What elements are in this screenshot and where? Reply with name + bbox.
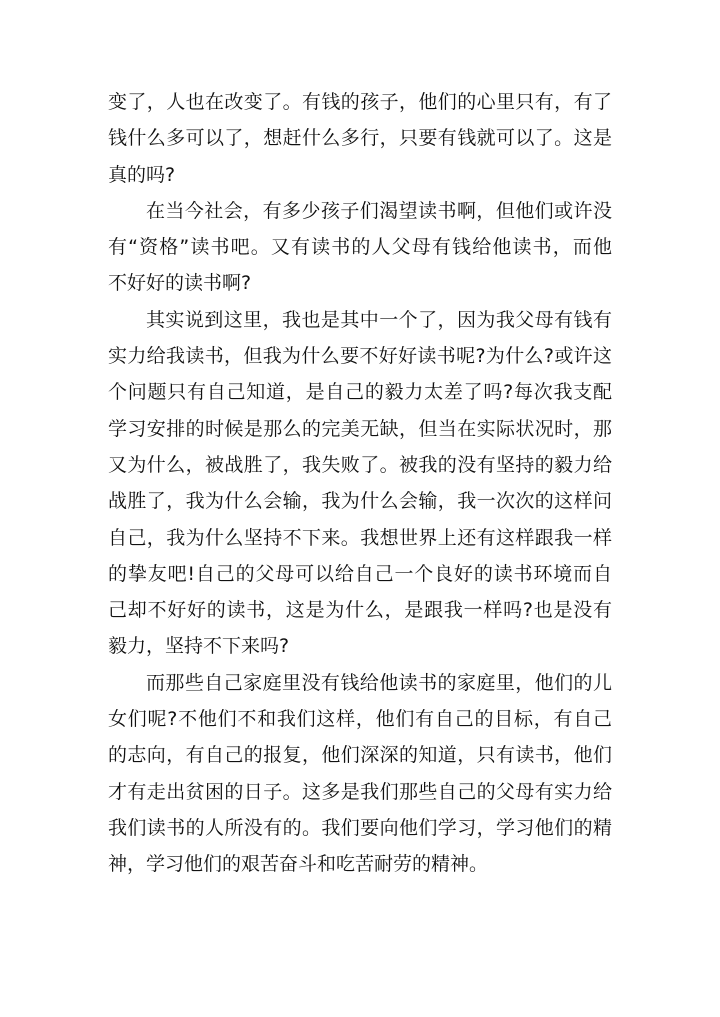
body-text (108, 84, 612, 883)
text-line: 的志向，有自己的报复，他们深深的知道，只有读书，他们 (108, 744, 612, 767)
text-line: 在当今社会，有多少孩子们渴望读书啊，但他们或许没 (146, 199, 612, 222)
text-line: 神，学习他们的艰苦奋斗和吃苦耐劳的精神。 (108, 853, 489, 876)
text-line: 女们呢?不他们不和我们这样，他们有自己的目标，有自己 (108, 708, 612, 731)
text-line: 战胜了，我为什么会输，我为什么会输，我一次次的这样问 (108, 490, 612, 513)
text-line: 又为什么，被战胜了，我失败了。被我的没有坚持的毅力给 (108, 453, 612, 476)
text-line: 实力给我读书，但我为什么要不好好读书呢?为什么?或许这 (108, 345, 612, 368)
text-line: 个问题只有自己知道，是自己的毅力太差了吗?每次我支配 (108, 381, 612, 404)
text-line: 学习安排的时候是那么的完美无缺，但当在实际状况时，那 (108, 417, 612, 440)
text-line: 有“资格”读书吧。又有读书的人父母有钱给他读书，而他 (108, 236, 612, 259)
text-line: 自己，我为什么坚持不下来。我想世界上还有这样跟我一样 (108, 526, 612, 549)
text-line: 不好好的读书啊? (108, 272, 252, 295)
text-line: 其实说到这里，我也是其中一个了，因为我父母有钱有 (146, 308, 612, 331)
text-line: 己却不好好的读书，这是为什么，是跟我一样吗?也是没有 (108, 599, 612, 622)
text-line: 而那些自己家庭里没有钱给他读书的家庭里，他们的儿 (146, 671, 612, 694)
text-line: 才有走出贫困的日子。这多是我们那些自己的父母有实力给 (108, 780, 612, 803)
text-line: 的挚友吧!自己的父母可以给自己一个良好的读书环境而自 (108, 562, 612, 585)
text-line: 变了，人也在改变了。有钱的孩子，他们的心里只有，有了 (108, 91, 612, 113)
text-line: 毅力，坚持不下来吗? (108, 635, 290, 658)
text-line: 真的吗? (108, 163, 176, 186)
text-line: 我们读书的人所没有的。我们要向他们学习，学习他们的精 (108, 816, 612, 839)
text-line: 钱什么多可以了，想赶什么多行，只要有钱就可以了。这是 (108, 127, 612, 150)
